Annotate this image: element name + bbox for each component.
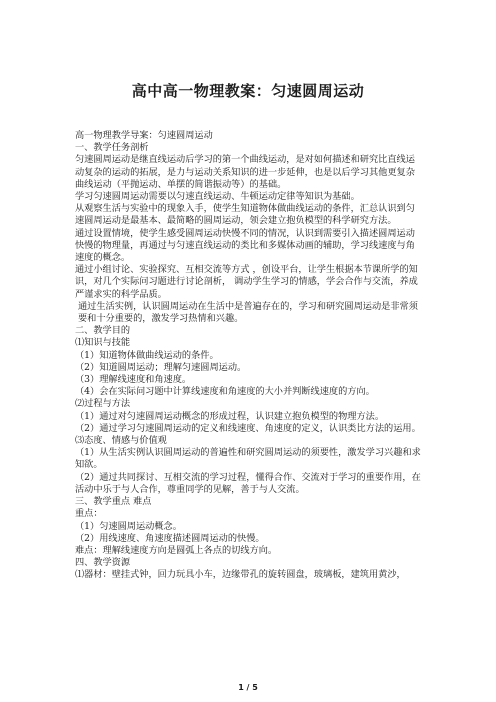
list-item: （2）用线速度、角速度描述圆周运动的快慢。 bbox=[75, 532, 265, 544]
paragraph: ⑴器材：壁挂式钟，回力玩具小车，边缘带孔的旋转圆盘，玻璃板，建筑用黄沙， bbox=[75, 569, 406, 581]
list-item: （2）通过共同探讨、互相交流的学习过程，懂得合作、交流对于学习的重要作用，在活动中乐于与人合作，尊重同学的见解，善于与人交流。 bbox=[75, 471, 421, 495]
document-title: 高中高一物理教案：匀速圆周运动 bbox=[131, 82, 365, 100]
subsection-heading: ⑶态度、情感与价值观 bbox=[75, 435, 167, 447]
section-heading: 四、教学资源 bbox=[75, 557, 131, 569]
paragraph: 难点：理解线速度方向是圆弧上各点的切线方向。 bbox=[75, 544, 278, 556]
page-number: 1 / 5 bbox=[238, 683, 258, 692]
paragraph: 通过生活实例，认识圆周运动在生活中是普遍存在的，学习和研究圆周运动是非常须要和十分重要的，激发学习热情和兴趣。 bbox=[78, 300, 418, 325]
list-item: （2）知道圆周运动；理解匀速圆周运动。 bbox=[75, 361, 247, 373]
list-item: （4）会在实际问习题中计算线速度和角速度的大小并判断线速度的方向。 bbox=[75, 386, 375, 398]
section-heading: 三、教学重点 难点 bbox=[75, 496, 152, 508]
list-item: （1）知道物体做曲线运动的条件。 bbox=[75, 349, 219, 361]
subsection-heading: ⑵过程与方法 bbox=[75, 398, 131, 410]
section-heading: 一、教学任务剖析 bbox=[75, 142, 149, 154]
paragraph: 通过设置情境，使学生感受圆周运动快慢不同的情况，认识到需要引入描述圆周运动快慢的物理量，再通过与匀速直线运动的类比和多媒体动画的辅助，学习线速度与角速度的概念。 bbox=[75, 227, 415, 264]
document-body bbox=[75, 130, 421, 582]
list-item: （3）理解线速度和角速度。 bbox=[75, 374, 192, 386]
paragraph: 高一物理教学导案：匀速圆周运动 bbox=[75, 130, 213, 141]
paragraph: 匀速圆周运动是继直线运动后学习的第一个曲线运动，是对如何描述和研究比直线运动复杂的运动的拓展，是力与运动关系知识的进一步延伸，也是以后学习其他更复杂曲线运动（平抛运动、单摆的简谐振动等）的基础。 bbox=[75, 154, 415, 190]
label: 重点： bbox=[75, 508, 103, 520]
paragraph: 通过小组讨论、实验探究、互相交流等方式 ，创设平台，让学生根据本节课所学的知识，对几个实际问习题进行讨论剖析， 调动学生学习的情感，学会合作与交流，养成严谨求实的科学品质。 bbox=[75, 264, 418, 300]
list-item: （1）从生活实例认识圆周运动的普遍性和研究圆周运动的须要性，激发学习兴趣和求知欲。 bbox=[75, 447, 421, 471]
subsection-heading: ⑴知识与技能 bbox=[75, 337, 131, 349]
list-item: （1）通过对匀速圆周运动概念的形成过程，认识建立抱负模型的物理方法。 bbox=[75, 410, 385, 422]
list-item: （2）通过学习匀速圆周运动的定义和线速度、角速度的定义，认识类比方法的运用。 bbox=[75, 422, 421, 434]
paragraph: 从观察生活与实验中的现象入手，使学生知道物体做曲线运动的条件，汇总认识到匀速圆周运动是最基本、最简略的圆周运动，领会建立抱负模型的科学研究方法。 bbox=[75, 203, 415, 227]
section-heading: 二、教学目的 bbox=[75, 325, 131, 337]
list-item: （1）匀速圆周运动概念。 bbox=[75, 520, 182, 532]
paragraph: 学习匀速圆周运动需要以匀速直线运动、牛顿运动定律等知识为基础。 bbox=[75, 191, 360, 203]
